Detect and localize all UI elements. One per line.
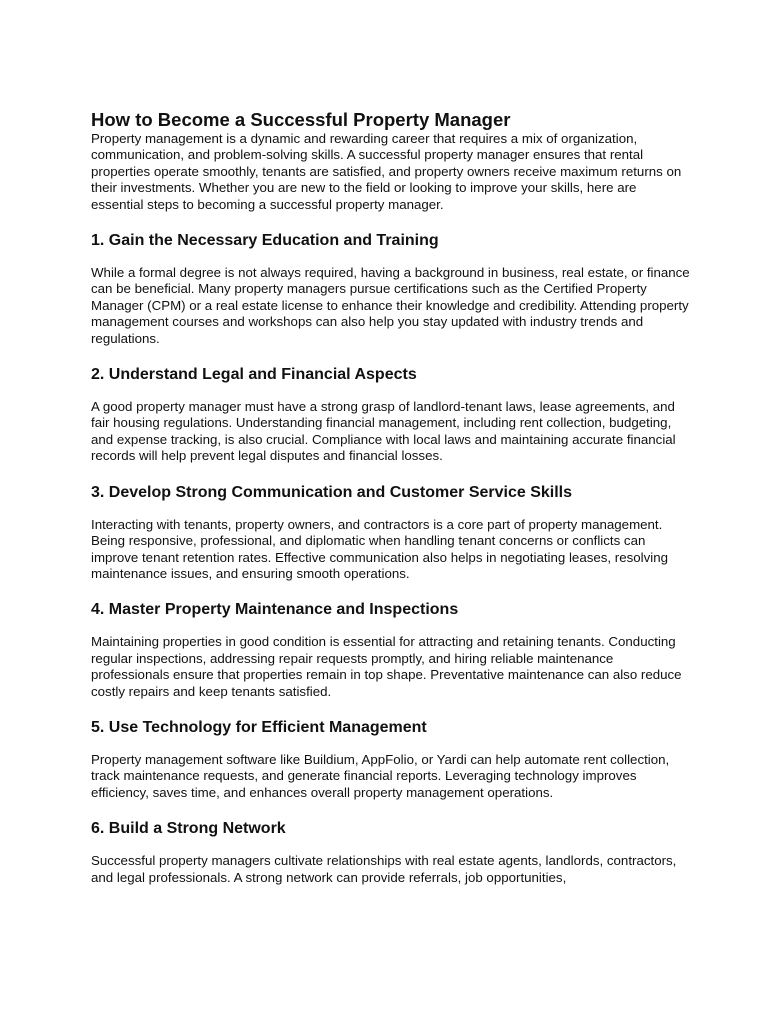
page-title: How to Become a Successful Property Manager	[91, 109, 511, 130]
section-body: Interacting with tenants, property owners, and contractors is a core part of property management. Being responsive, professional, and diplomatic when handling tenant concerns or conflicts can improve tenant retention rates. Effective communication also helps in negotiating leases, resolving maintenance issues, and ensuring smooth operations.	[91, 516, 669, 581]
section-heading: 2. Understand Legal and Financial Aspects	[91, 366, 417, 384]
section-maintenance	[91, 600, 691, 700]
section-body: Maintaining properties in good condition is essential for attracting and retaining tenants. Conducting regular inspections, addressing repair requests promptly, and hiring reliable maintenance professionals ensure that properties remain in top shape. Preventative maintenance can also reduce costly repairs and keep tenants satisfied.	[91, 634, 682, 699]
section-technology	[91, 718, 691, 801]
section-body: A good property manager must have a strong grasp of landlord-tenant laws, lease agreements, and fair housing regulations. Understanding financial management, including rent collection, budgeting, and expense tracking, is also crucial. Compliance with local laws and maintaining accurate financial records will help prevent legal disputes and financial losses.	[91, 399, 676, 464]
section-heading: 3. Develop Strong Communication and Customer Service Skills	[91, 483, 573, 501]
intro-paragraph: Property management is a dynamic and rewarding career that requires a mix of organization, communication, and problem-solving skills. A successful property manager ensures that rental properties operate smoothly, tenants are satisfied, and property owners receive maximum returns on their investments. Whether you are new to the field or looking to improve your skills, here are essential steps to becoming a successful property manager.	[91, 131, 682, 212]
section-legal-financial	[91, 365, 691, 465]
document-page	[91, 109, 691, 886]
section-heading: 5. Use Technology for Efficient Management	[91, 718, 427, 736]
section-body: Property management software like Buildium, AppFolio, or Yardi can help automate rent collection, track maintenance requests, and generate financial reports. Leveraging technology improves efficiency, saves time, and enhances overall property management operations.	[91, 751, 670, 800]
section-network	[91, 819, 691, 886]
section-communication	[91, 483, 691, 583]
section-body: Successful property managers cultivate relationships with real estate agents, landlords, contractors, and legal professionals. A strong network can provide referrals, job opportunities,	[91, 853, 677, 885]
section-body: While a formal degree is not always required, having a background in business, real estate, or finance can be beneficial. Many property managers pursue certifications such as the Certified Property Manager (CPM) or a real estate license to enhance their knowledge and credibility. Attending property management courses and workshops can also help you stay updated with industry trends and regulations.	[91, 265, 690, 346]
section-heading: 4. Master Property Maintenance and Inspections	[91, 601, 459, 619]
section-heading: 6. Build a Strong Network	[91, 820, 286, 838]
section-education	[91, 231, 691, 347]
section-heading: 1. Gain the Necessary Education and Training	[91, 232, 439, 250]
